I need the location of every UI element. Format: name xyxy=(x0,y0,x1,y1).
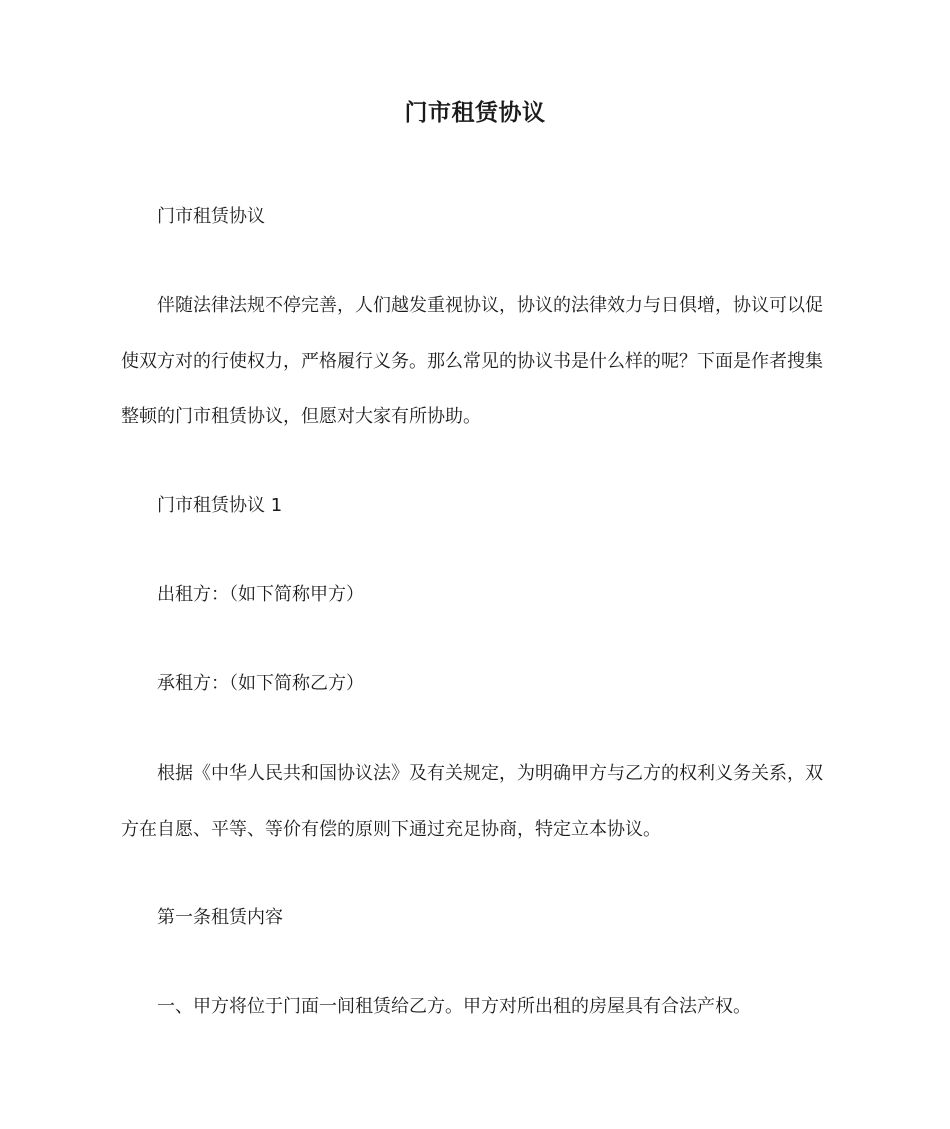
lessor-line: 出租方：（如下简称甲方） xyxy=(157,584,364,605)
article-1-heading: 第一条租赁内容 xyxy=(157,907,283,928)
article-1-item-1: 一、甲方将位于门面一间租赁给乙方。甲方对所出租的房屋具有合法产权。 xyxy=(157,996,751,1017)
basis-paragraph: 根据《中华人民共和国协议法》及有关规定，为明确甲方与乙方的权利义务关系，双方在自愿、平等、等价有偿的原则下通过充足协商，特定立本协议。 xyxy=(121,763,823,840)
intro-paragraph: 伴随法律法规不停完善，人们越发重视协议，协议的法律效力与日俱增，协议可以促使双方对的行使权力，严格履行义务。那么常见的协议书是什么样的呢？下面是作者搜集整顿的门市租赁协议，但愿对大家有所协助。 xyxy=(121,295,823,427)
lessee-line: 承租方：（如下简称乙方） xyxy=(157,673,364,694)
document-title: 门市租赁协议 xyxy=(404,100,546,126)
document-subtitle: 门市租赁协议 xyxy=(157,206,265,227)
section-heading: 门市租赁协议 1 xyxy=(157,495,283,516)
